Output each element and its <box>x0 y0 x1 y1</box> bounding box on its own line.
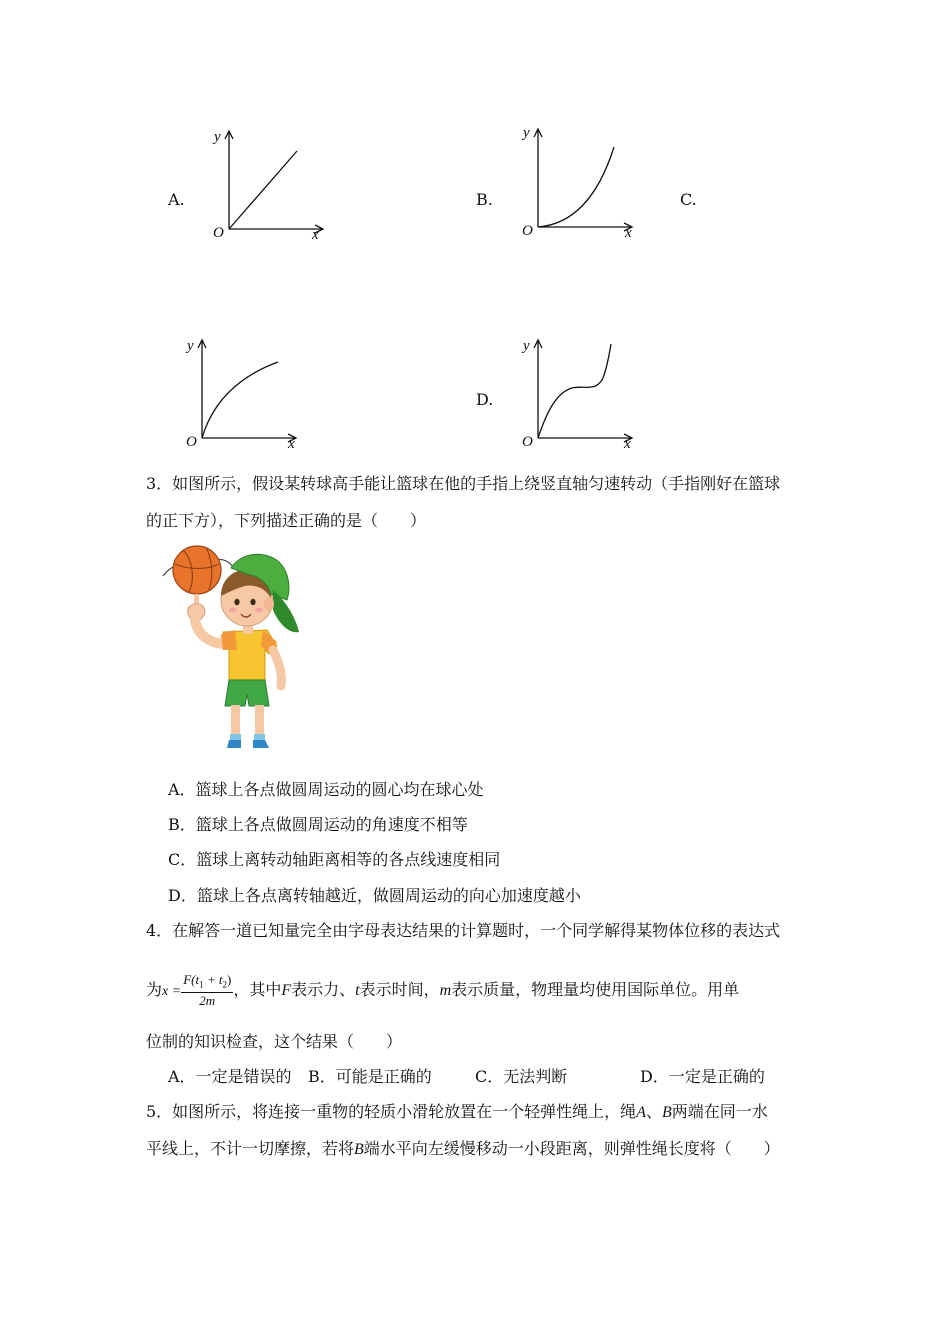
ear <box>264 597 274 611</box>
var-f: F <box>281 982 292 999</box>
var-m: m <box>439 982 452 999</box>
x-axis-label: x <box>288 436 295 452</box>
graph-d <box>514 336 644 461</box>
origin-label: O <box>522 223 533 239</box>
q3-option-c: C．篮球上离转动轴距离相等的各点线速度相同 <box>168 850 501 869</box>
numerator-close: ) <box>226 971 232 987</box>
concave-down-curve <box>202 362 278 438</box>
y-axis-label: y <box>187 338 194 354</box>
s-shaped-curve <box>538 344 611 438</box>
option-b-label: B. <box>476 190 493 209</box>
left-sock <box>230 734 241 740</box>
origin-label: O <box>186 434 197 450</box>
basketball-boy-illustration <box>155 538 305 754</box>
var-a: A <box>636 1104 646 1121</box>
q4-text-a: ，其中 <box>233 980 282 999</box>
displacement-fraction <box>181 972 233 1010</box>
q3-stem-line1: 3．如图所示，假设某转球高手能让篮球在他的手指上绕竖直轴匀速转动（手指刚好在篮球 <box>146 474 781 493</box>
origin-label: O <box>213 225 224 241</box>
q4-stem-line3: 位制的知识检查，这个结果（ ） <box>146 1032 403 1051</box>
q4-option-d: D．一定是正确的 <box>640 1067 765 1086</box>
q5-text-c: 平线上，不计一切摩擦，若将 <box>146 1139 355 1158</box>
option-a-label: A. <box>168 190 185 209</box>
q5-text-a: 5．如图所示，将连接一重物的轻质小滑轮放置在一个轻弹性绳上，绳 <box>146 1102 637 1121</box>
q3-option-d: D．篮球上各点离转轴越近，做圆周运动的向心加速度越小 <box>168 886 581 905</box>
y-axis-label: y <box>523 125 530 141</box>
q4-text-b: 表示力、 <box>291 980 356 999</box>
cheek <box>255 608 263 613</box>
cheek <box>229 608 237 613</box>
subscript-2: 2 <box>222 979 227 990</box>
right-leg <box>255 705 264 737</box>
eye <box>250 599 255 605</box>
q4-stem-line1: 4．在解答一道已知量完全由字母表达结果的计算题时，一个同学解得某物体位移的表达式 <box>146 921 781 940</box>
left-shoe <box>227 740 241 748</box>
x-axis-label: x <box>624 436 631 452</box>
graph-a <box>205 125 335 250</box>
q5-stem-line2 <box>146 1139 780 1160</box>
equation-lhs: x = <box>162 984 182 999</box>
green-shorts <box>225 680 269 706</box>
q3-option-a: A．篮球上各点做圆周运动的圆心均在球心处 <box>168 780 484 799</box>
q4-text-c: 表示时间， <box>359 980 440 999</box>
y-axis-label: y <box>214 129 221 145</box>
fraction-denominator: 2m <box>199 993 216 1009</box>
x-axis-label: x <box>625 225 632 241</box>
numerator-part: F(t <box>183 971 200 987</box>
right-sock <box>254 734 265 740</box>
q4-prefix: 为 <box>146 980 163 999</box>
q4-option-b: B．可能是正确的 <box>308 1067 432 1086</box>
var-b: B <box>661 1104 672 1121</box>
q4-option-c: C．无法判断 <box>475 1067 568 1086</box>
x-axis-label: x <box>312 227 319 243</box>
origin-label: O <box>522 434 533 450</box>
eye <box>234 599 239 605</box>
y-axis-label: y <box>523 338 530 354</box>
subscript-1: 1 <box>199 979 204 990</box>
q5-text-d: 端水平向左缓慢移动一小段距离，则弹性绳长度将（ ） <box>363 1139 780 1158</box>
q5-stem-line1 <box>146 1102 768 1123</box>
fraction-numerator <box>181 972 233 994</box>
q3-stem-line2: 的正下方），下列描述正确的是（ ） <box>146 511 427 530</box>
basketball-boy-svg <box>155 538 305 754</box>
q5-text-b: 两端在同一水 <box>671 1102 768 1121</box>
q5-sep: 、 <box>645 1102 662 1121</box>
q3-option-b: B．篮球上各点做圆周运动的角速度不相等 <box>168 815 468 834</box>
left-leg <box>231 705 240 737</box>
concave-up-curve <box>538 147 614 227</box>
linear-curve <box>229 151 297 229</box>
basketball <box>173 546 221 594</box>
q4-stem-line2 <box>146 968 739 1012</box>
var-b2: B <box>354 1141 364 1158</box>
var-t: t <box>355 982 360 999</box>
graph-b <box>514 123 644 248</box>
option-c-label: C. <box>680 190 697 209</box>
right-shoe <box>253 740 269 748</box>
graph-c <box>178 336 308 461</box>
q4-text-d: 表示质量，物理量均使用国际单位。用单 <box>451 980 740 999</box>
option-d-label: D. <box>476 390 494 409</box>
lower-arm <box>273 650 282 686</box>
numerator-plus: + t <box>203 971 223 987</box>
q4-option-a: A．一定是错误的 <box>168 1067 292 1086</box>
